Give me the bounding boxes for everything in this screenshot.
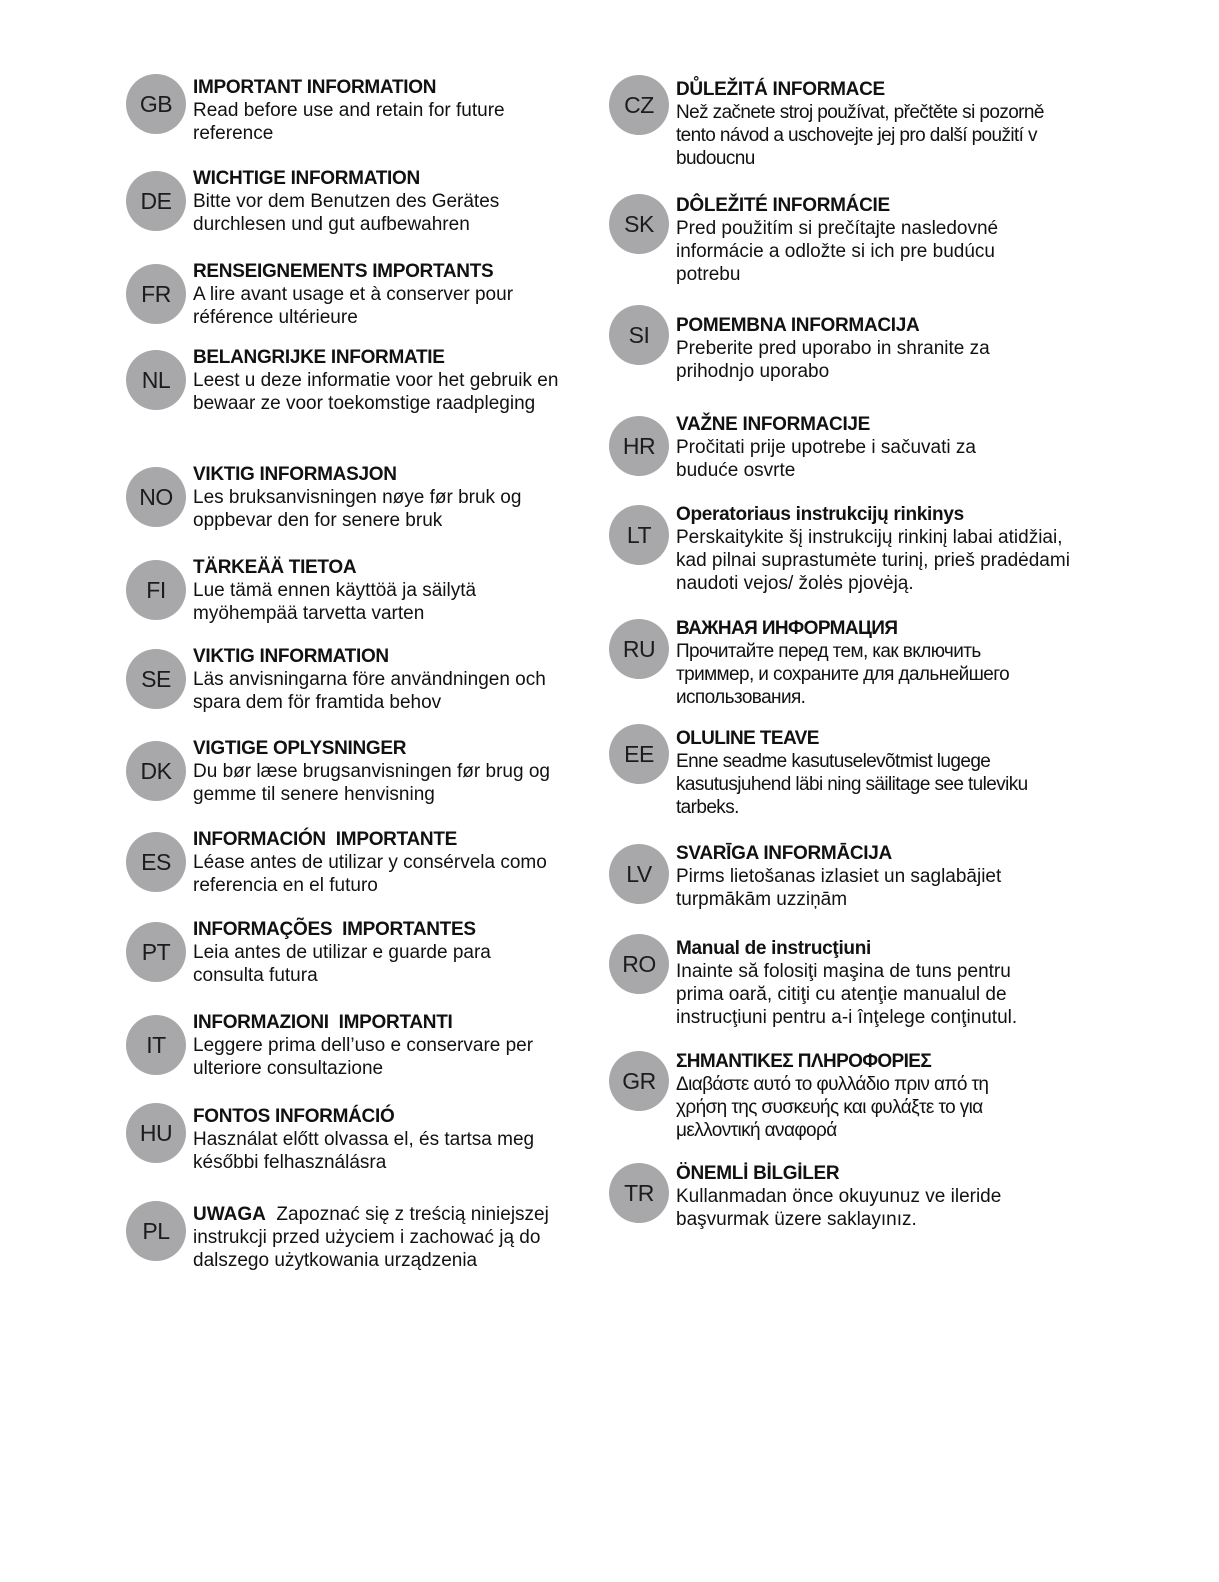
language-badge: LT (609, 505, 669, 565)
entry-text (193, 76, 603, 145)
language-badge: NO (126, 467, 186, 527)
entry-text (193, 1105, 603, 1174)
entry-body: Les bruksanvisningen nøye før bruk og oppbevar den for senere bruk (193, 487, 522, 531)
entry-heading: INFORMACIÓN IMPORTANTE (193, 829, 458, 850)
entry-body: Pročitati prije upotrebe i sačuvati za buduće osvrte (676, 437, 976, 481)
language-badge: LV (609, 844, 669, 904)
entry-text (676, 937, 1086, 1029)
entry-heading: VIKTIG INFORMATION (193, 646, 389, 667)
entry-text (676, 1162, 1086, 1231)
entry-text (193, 346, 603, 415)
entry-text (676, 842, 1086, 911)
entry-heading: WICHTIGE INFORMATION (193, 168, 420, 189)
language-badge: FR (126, 264, 186, 324)
entry-body: Lue tämä ennen käyttöä ja säilytä myöhempää tarvetta varten (193, 580, 477, 624)
entry-heading: OLULINE TEAVE (676, 728, 819, 749)
entry-body: Leggere prima dell’uso e conservare per ulteriore consultazione (193, 1035, 534, 1079)
entry-heading: FONTOS INFORMÁCIÓ (193, 1106, 395, 1127)
entry-heading: VIGTIGE OPLYSNINGER (193, 738, 407, 759)
entry-body: Kullanmadan önce okuyunuz ve ileride başvurmak üzere saklayınız. (676, 1186, 1002, 1230)
entry-heading: Manual de instrucţiuni (676, 938, 872, 959)
language-badge: FI (126, 560, 186, 620)
entry-heading: DÔLEŽITÉ INFORMÁCIE (676, 195, 890, 216)
entry-text (676, 413, 1086, 482)
entry-heading: BELANGRIJKE INFORMATIE (193, 347, 445, 368)
entry-text (193, 556, 603, 625)
entry-body: Bitte vor dem Benutzen des Gerätes durchlesen und gut aufbewahren (193, 191, 500, 235)
entry-body: Perskaitykite šį instrukcijų rinkinį labai atidžiai, kad pilnai suprastumėte turinį, prieš pradėdami naudoti vejos/ žolės pjovėją. (676, 527, 1070, 594)
language-badge: SE (126, 649, 186, 709)
language-badge: PL (126, 1201, 186, 1261)
entry-text (193, 1011, 603, 1080)
entry-heading: SVARĪGA INFORMĀCIJA (676, 843, 892, 864)
language-badge: HR (609, 416, 669, 476)
entry-text (676, 503, 1086, 595)
language-badge: DK (126, 741, 186, 801)
entry-body: Διαβάστε αυτό το φυλλάδιο πριν από τη χρήση της συσκευής και φυλάξτε το για μελλοντική αναφορά (676, 1074, 989, 1141)
entry-text (676, 617, 1086, 709)
language-badge: IT (126, 1015, 186, 1075)
language-badge: RO (609, 934, 669, 994)
entry-body: Leia antes de utilizar e guarde para consulta futura (193, 942, 491, 986)
entry-heading: VIKTIG INFORMASJON (193, 464, 397, 485)
language-badge: TR (609, 1163, 669, 1223)
entry-heading: DŮLEŽITÁ INFORMACE (676, 79, 885, 100)
language-badge: HU (126, 1103, 186, 1163)
entry-text (193, 645, 603, 714)
language-badge: DE (126, 171, 186, 231)
entry-body (193, 1203, 593, 1272)
language-badge: SI (609, 305, 669, 365)
language-badge: ES (126, 832, 186, 892)
entry-text (193, 918, 603, 987)
entry-body: Du bør læse brugsanvisningen før brug og gemme til senere henvisning (193, 761, 550, 805)
entry-heading: INFORMAÇÕES IMPORTANTES (193, 919, 476, 940)
entry-heading: POMEMBNA INFORMACIJA (676, 315, 920, 336)
language-badge: EE (609, 724, 669, 784)
entry-text (193, 1203, 603, 1272)
entry-text (676, 194, 1086, 286)
entry-heading: RENSEIGNEMENTS IMPORTANTS (193, 261, 494, 282)
entry-body: Preberite pred uporabo in shranite za prihodnjo uporabo (676, 338, 990, 382)
language-badge: SK (609, 194, 669, 254)
language-badge: CZ (609, 75, 669, 135)
entry-body: Pred použitím si prečítajte nasledovné informácie a odložte si ich pre budúcu potrebu (676, 218, 999, 285)
entry-heading: UWAGA (193, 1204, 266, 1225)
entry-body: Pirms lietošanas izlasiet un saglabājiet turpmākām uzziņām (676, 866, 1002, 910)
entry-body: Läs anvisningarna före användningen och spara dem för framtida behov (193, 669, 546, 713)
entry-body: Léase antes de utilizar y consérvela como referencia en el futuro (193, 852, 547, 896)
language-badge: GB (126, 74, 186, 134)
entry-text (193, 167, 603, 236)
entry-body: Прочитайте перед тем, как включить триммер, и сохраните для дальнейшего использования. (676, 641, 1010, 708)
entry-heading: ΣΗΜΑΝΤΙΚΕΣ ΠΛΗΡΟΦΟΡΙΕΣ (676, 1051, 932, 1072)
entry-body: Než začnete stroj používat, přečtěte si pozorně tento návod a uschovejte jej pro další použití v budoucnu (676, 102, 1044, 169)
entry-text (676, 314, 1086, 383)
entry-heading: ВАЖНАЯ ИНФОРМАЦИЯ (676, 618, 898, 639)
entry-text (193, 260, 603, 329)
language-badge: PT (126, 922, 186, 982)
entry-text (193, 463, 603, 532)
entry-text (676, 727, 1086, 819)
entry-heading: INFORMAZIONI IMPORTANTI (193, 1012, 453, 1033)
language-badge: RU (609, 619, 669, 679)
entry-body: Read before use and retain for future reference (193, 100, 505, 144)
entry-heading: TÄRKEÄÄ TIETOA (193, 557, 357, 578)
entry-text (676, 78, 1086, 170)
entry-body: Leest u deze informatie voor het gebruik en bewaar ze voor toekomstige raadpleging (193, 370, 559, 414)
entry-heading: IMPORTANT INFORMATION (193, 77, 437, 98)
language-badge: NL (126, 350, 186, 410)
entry-body: A lire avant usage et à conserver pour référence ultérieure (193, 284, 514, 328)
entry-heading: Operatoriaus instrukcijų rinkinys (676, 504, 964, 525)
entry-text (193, 828, 603, 897)
entry-text (676, 1050, 1086, 1142)
language-badge: GR (609, 1051, 669, 1111)
entry-heading: ÖNEMLİ BİLGİLER (676, 1163, 840, 1184)
entry-body: Inainte să folosiţi maşina de tuns pentru prima oară, citiţi cu atenţie manualul de instrucţiuni pentru a-i înţelege conţinutul. (676, 961, 1018, 1028)
entry-text (193, 737, 603, 806)
entry-heading: VAŽNE INFORMACIJE (676, 414, 871, 435)
entry-body-text: Zapoznać się z treścią niniejszej instrukcji przed użyciem i zachować ją do dalszego użytkowania urządzenia (193, 1204, 549, 1271)
entry-body: Használat előtt olvassa el, és tartsa meg későbbi felhasználásra (193, 1129, 535, 1173)
entry-body: Enne seadme kasutuselevõtmist lugege kasutusjuhend läbi ning säilitage see tuleviku tarbeks. (676, 751, 1028, 818)
